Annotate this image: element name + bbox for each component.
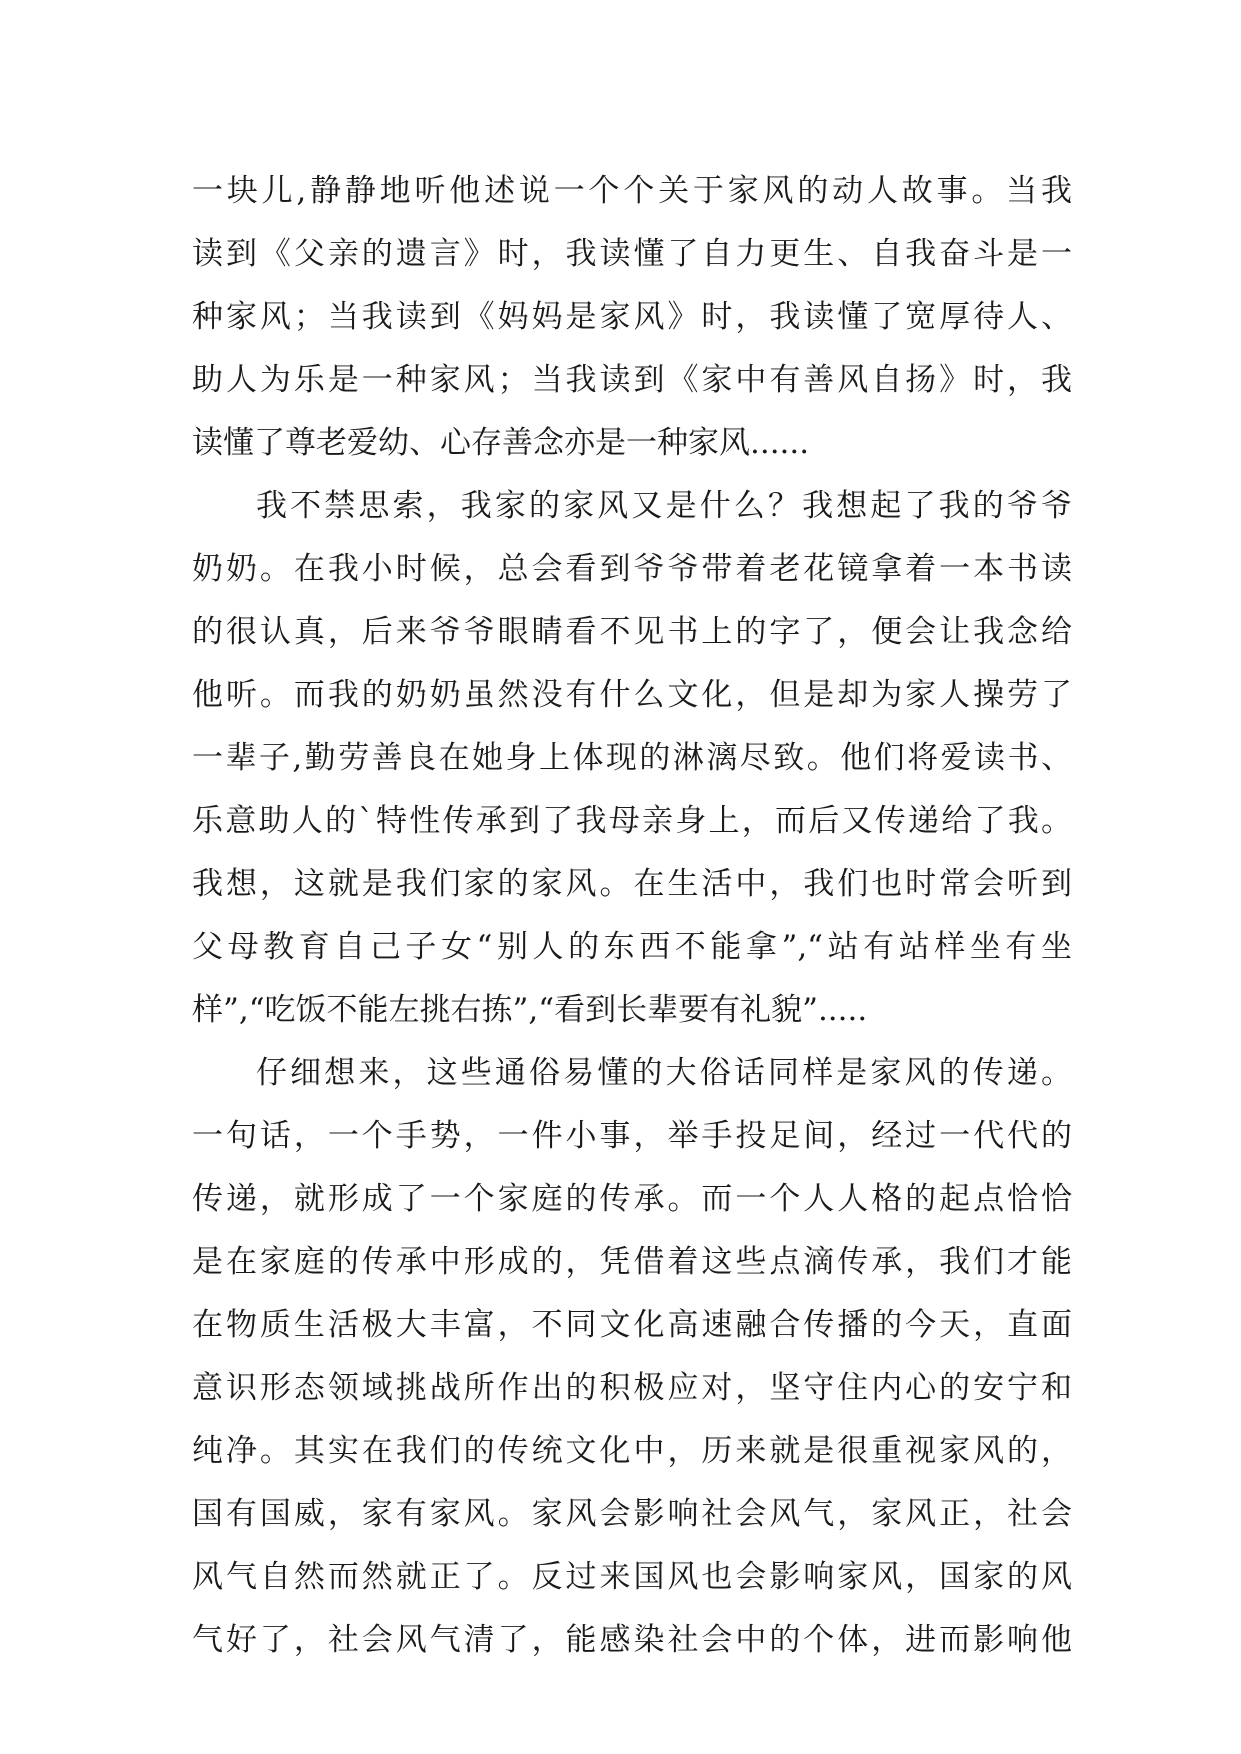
text-line: 风气自然而然就正了。反过来国风也会影响家风，国家的风 [192, 1559, 1072, 1595]
text-line: 奶奶。在我小时候，总会看到爷爷带着老花镜拿着一本书读 [192, 551, 1072, 587]
text-line: 一句话，一个手势，一件小事，举手投足间，经过一代代的 [192, 1118, 1072, 1154]
text-line: 我想，这就是我们家的家风。在生活中，我们也时常会听到 [192, 866, 1072, 902]
text-line: 助人为乐是一种家风；当我读到《家中有善风自扬》时，我 [192, 362, 1072, 398]
text-line: 父母教育自己子女“别人的东西不能拿”,“站有站样坐有坐 [192, 929, 1072, 965]
text-line: 纯净。其实在我们的传统文化中，历来就是很重视家风的， [192, 1433, 1072, 1469]
text-line: 一块儿,静静地听他述说一个个关于家风的动人故事。当我 [192, 173, 1072, 209]
text-line: 乐意助人的`特性传承到了我母亲身上，而后又传递给了我。 [192, 803, 1072, 839]
document-body [192, 160, 1072, 1672]
text-line: 一辈子,勤劳善良在她身上体现的淋漓尽致。他们将爱读书、 [192, 740, 1072, 776]
text-line: 是在家庭的传承中形成的，凭借着这些点滴传承，我们才能 [192, 1244, 1072, 1280]
text-line: 的很认真，后来爷爷眼睛看不见书上的字了，便会让我念给 [192, 614, 1072, 650]
text-line: 种家风；当我读到《妈妈是家风》时，我读懂了宽厚待人、 [192, 299, 1072, 335]
text-line: 意识形态领域挑战所作出的积极应对，坚守住内心的安宁和 [192, 1370, 1072, 1406]
paragraph-first-line: 我不禁思索，我家的家风又是什么？我想起了我的爷爷 [256, 488, 1072, 524]
text-line: 样”,“吃饭不能左挑右拣”,“看到长辈要有礼貌”..... [192, 992, 868, 1028]
text-line: 国有国威，家有家风。家风会影响社会风气，家风正，社会 [192, 1496, 1072, 1532]
text-line: 在物质生活极大丰富，不同文化高速融合传播的今天，直面 [192, 1307, 1072, 1343]
text-line: 读到《父亲的遗言》时，我读懂了自力更生、自我奋斗是一 [192, 236, 1072, 272]
paragraph-first-line: 仔细想来，这些通俗易懂的大俗话同样是家风的传递。 [256, 1055, 1072, 1091]
text-line: 传递，就形成了一个家庭的传承。而一个人人格的起点恰恰 [192, 1181, 1072, 1217]
text-line: 他听。而我的奶奶虽然没有什么文化，但是却为家人操劳了 [192, 677, 1072, 713]
text-line: 气好了，社会风气清了，能感染社会中的个体，进而影响他 [192, 1622, 1072, 1658]
text-line: 读懂了尊老爱幼、心存善念亦是一种家风...... [192, 425, 810, 461]
